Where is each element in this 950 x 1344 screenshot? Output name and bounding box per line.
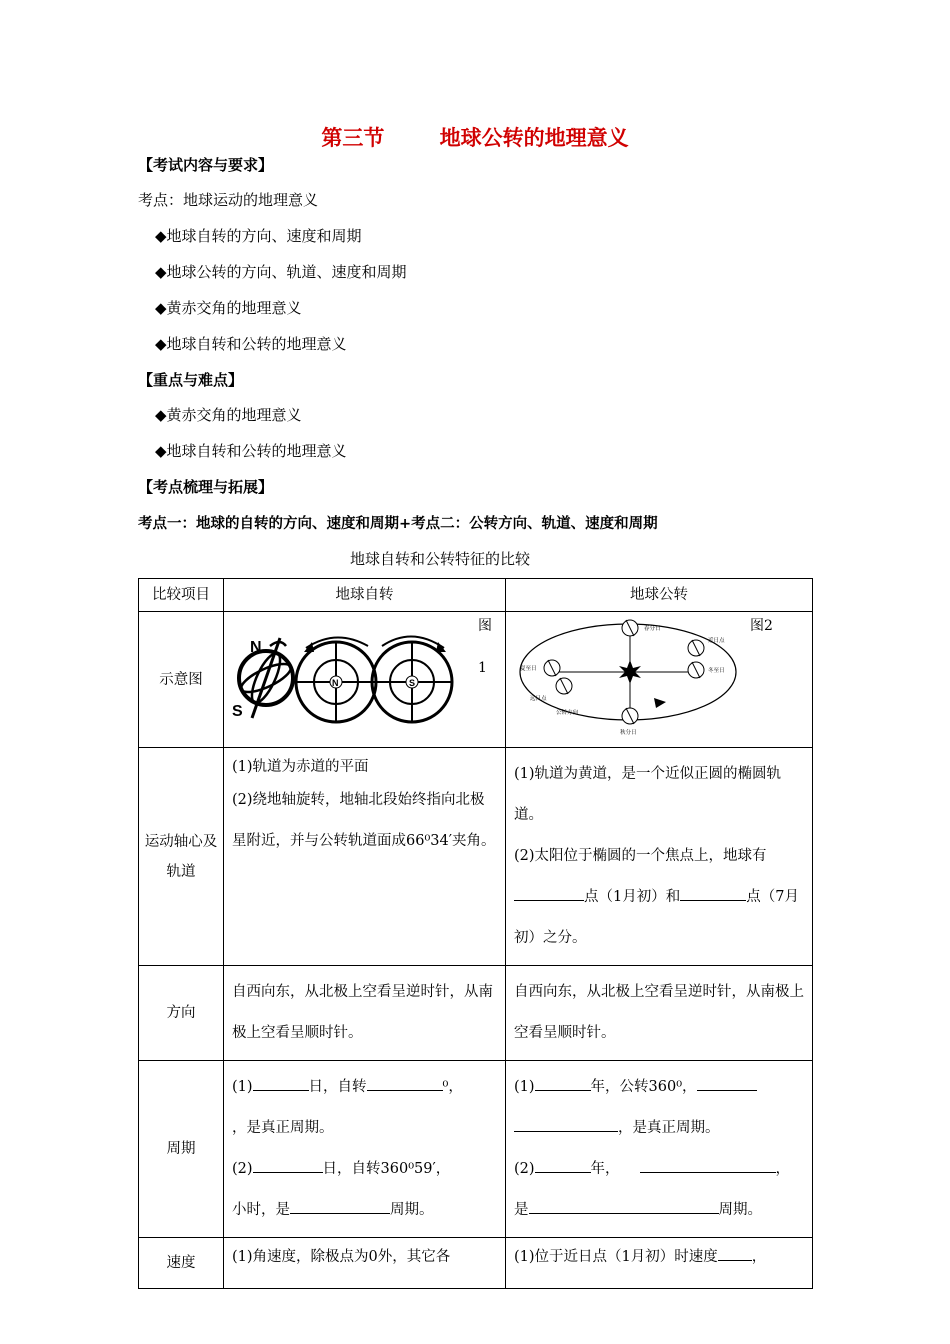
axis-revolution-2 [514,836,804,959]
axis-revolution-1: (1)轨道为黄道，是一个近似正圆的椭圆轨道。 [514,766,782,823]
header-rotation: 地球自转 [224,579,506,612]
blank-field[interactable] [718,1246,752,1262]
speed-rev-text: (1)位于近日点（1月初）时速度 [514,1249,718,1265]
fig2-aphelion: 远日点 [530,696,547,702]
blank-field[interactable] [640,1158,776,1174]
axis-rev-text-b: 点（1月初）和 [584,889,681,905]
period-rotation [224,1061,506,1238]
section-review-heading: 【考点梳理与拓展】 [138,478,274,496]
axis-rotation-1: (1)轨道为赤道的平面 [232,759,369,775]
header-item: 比较项目 [139,579,224,612]
key-item: ◆黄赤交角的地理意义 [155,406,302,424]
period-rev-text: ， [775,1161,791,1177]
period-rev-text: 年，公转360⁰， [590,1079,697,1095]
axis-rev-text-a: (2)太阳位于椭圆的一个焦点上，地球有 [514,848,767,864]
fig1-label: 图 [478,618,492,634]
rotation-diagram [224,612,504,730]
period-rot-text: 日，自转360⁰59′， [322,1161,451,1177]
blank-field[interactable] [514,1117,618,1133]
period-rev-text: (2) [514,1161,535,1177]
period-revolution [506,1061,813,1238]
blank-field[interactable] [367,1076,443,1092]
period-rot-text: 小时，是 [232,1202,290,1218]
blank-field[interactable] [697,1076,757,1092]
fig2-winter: 冬至日 [708,668,725,674]
blank-field[interactable] [253,1158,323,1174]
section-key-heading: 【重点与难点】 [138,371,244,389]
period-rot-text: ⁰， [442,1079,463,1095]
comparison-table [138,578,813,1289]
fig1-circle-south: S [409,678,416,688]
period-rev-text: 周期。 [718,1202,762,1218]
table-row-axis [139,748,813,966]
blank-field[interactable] [290,1199,390,1215]
blank-field[interactable] [529,1199,719,1215]
blank-field[interactable] [253,1076,309,1092]
exam-item: ◆地球自转和公转的地理意义 [155,335,347,353]
fig1-number: 1 [478,660,487,676]
fig1-north: N [250,639,262,656]
fig2-spring: 春分日 [644,626,661,632]
table-row-direction [139,966,813,1061]
speed-revolution [506,1238,813,1289]
period-rot-text: 日，自转 [308,1079,367,1095]
page-title [0,122,950,152]
table-header-row [139,579,813,612]
exam-item: ◆黄赤交角的地理意义 [155,299,302,317]
exam-item: ◆地球公转的方向、轨道、速度和周期 [155,263,407,281]
period-rot-text: (2) [232,1161,253,1177]
key-item: ◆地球自转和公转的地理意义 [155,442,347,460]
title-text: 地球公转的地理意义 [439,126,629,150]
period-rot-text: (1) [232,1079,253,1095]
row-label-period: 周期 [139,1061,224,1238]
axis-rev-text-c: 点（7月初）之分。 [514,889,799,946]
blank-field[interactable] [535,1158,591,1174]
fig2-direction: 公转方向 [556,710,579,716]
direction-rotation: 自西向东，从北极上空看呈逆时针，从南极上空看呈顺时针。 [224,966,506,1061]
fig1-circle-north: N [332,678,339,688]
fig2-summer: 夏至日 [520,666,537,672]
fig2-perihelion: 近日点 [708,638,725,644]
figure-2-cell [506,612,813,748]
period-rev-text: (1) [514,1079,535,1095]
row-label-direction: 方向 [139,966,224,1061]
table-row-period [139,1061,813,1238]
fig2-autumn: 秋分日 [620,730,637,736]
period-rev-text: 年， [590,1161,620,1177]
exam-point-label: 考点：地球运动的地理意义 [138,191,319,209]
table-row-diagram [139,612,813,748]
row-label-axis: 运动轴心及轨道 [139,748,224,966]
blank-field[interactable] [514,886,584,902]
axis-rotation-2: (2)绕地轴旋转，地轴北段始终指向北极星附近，并与公转轨道面成66⁰34′夹角。 [232,792,496,849]
period-rot-text: 周期。 [390,1202,434,1218]
blank-field[interactable] [535,1076,591,1092]
period-rev-text: 是 [514,1202,529,1218]
section-exam-heading: 【考试内容与要求】 [138,156,274,174]
fig2-label: 图2 [750,618,773,634]
topic-heading: 考点一：地球的自转的方向、速度和周期+考点二：公转方向、轨道、速度和周期 [138,516,658,532]
table-row-speed [139,1238,813,1289]
table-caption: 地球自转和公转特征的比较 [349,550,530,568]
title-section: 第三节 [321,126,385,150]
speed-rotation: (1)角速度，除极点为0外，其它各 [224,1238,506,1289]
figure-1-cell [224,612,506,748]
period-rev-text: ，是真正周期。 [618,1120,720,1136]
header-revolution: 地球公转 [506,579,813,612]
direction-revolution: 自西向东，从北极上空看呈逆时针，从南极上空看呈顺时针。 [506,966,813,1061]
speed-rev-text: ， [751,1249,767,1265]
fig1-south: S [232,703,243,720]
row-label-diagram: 示意图 [139,612,224,748]
exam-item: ◆地球自转的方向、速度和周期 [155,227,362,245]
row-label-speed: 速度 [139,1238,224,1289]
blank-field[interactable] [680,886,746,902]
period-rot-text: ，是真正周期。 [232,1120,334,1136]
